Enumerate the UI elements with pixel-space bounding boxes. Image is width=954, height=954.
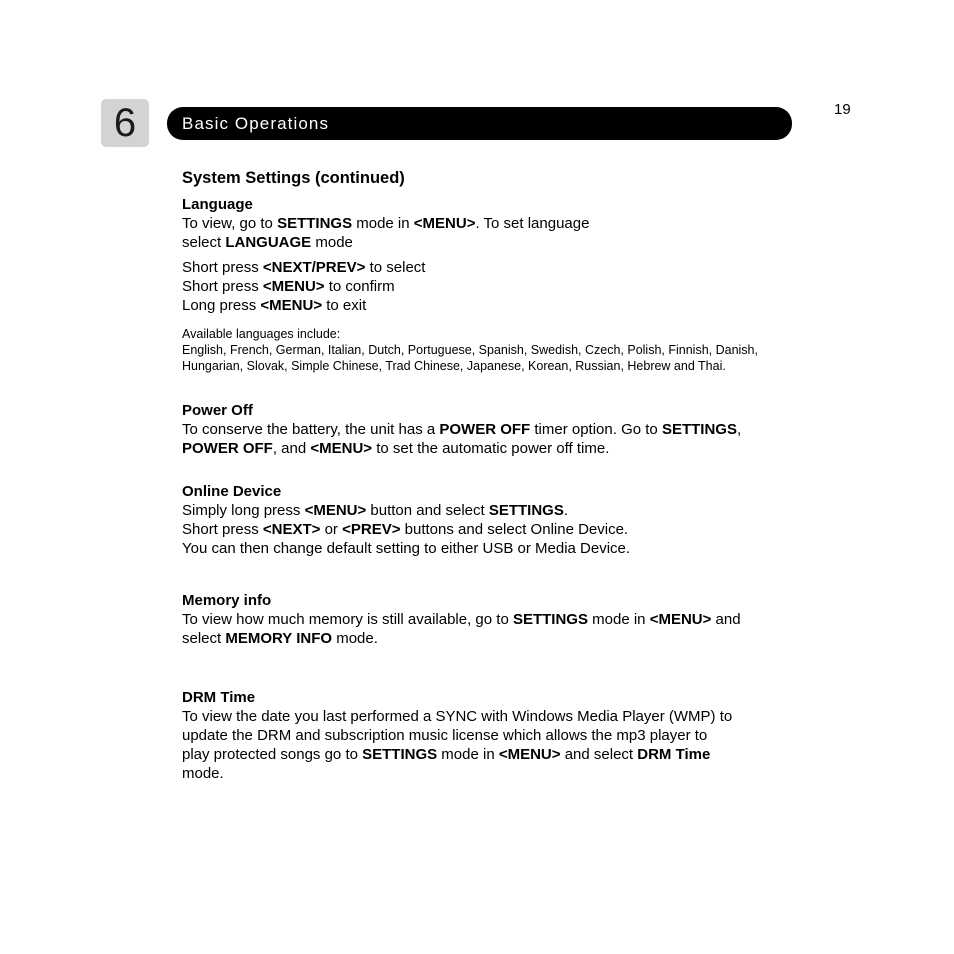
text: Short press (182, 521, 263, 538)
next-keyword: <NEXT> (262, 521, 321, 538)
online-device-line-1 (182, 501, 832, 520)
language-intro-line-2 (182, 233, 832, 252)
languages-list-line-2: Hungarian, Slovak, Simple Chinese, Trad Chinese, Japanese, Korean, Russian, Hebrew and Thai. (182, 359, 726, 373)
languages-list-line-1: English, French, German, Italian, Dutch, Portuguese, Spanish, Swedish, Czech, Polish, Finnish, Danish, (182, 343, 758, 357)
text: to confirm (324, 278, 395, 295)
text: mode in (587, 611, 650, 628)
settings-keyword: SETTINGS (362, 746, 438, 763)
text: , (736, 421, 742, 438)
online-device-heading: Online Device (182, 483, 282, 500)
settings-keyword: SETTINGS (661, 421, 737, 438)
menu-keyword: <MENU> (649, 611, 712, 628)
page-number: 19 (834, 101, 851, 118)
text: Simply long press (182, 502, 305, 519)
drm-time-line-3 (182, 745, 832, 764)
drm-time-line-2: update the DRM and subscription music license which allows the mp3 player to (182, 727, 708, 744)
memory-info-keyword: MEMORY INFO (225, 630, 333, 647)
text: or (320, 521, 343, 538)
online-device-line-2 (182, 520, 832, 539)
chapter-number-box (101, 99, 149, 147)
power-off-heading: Power Off (182, 402, 253, 419)
settings-keyword: SETTINGS (488, 502, 564, 519)
language-heading: Language (182, 196, 253, 213)
text: play protected songs go to (182, 746, 363, 763)
power-off-keyword: POWER OFF (182, 440, 273, 457)
next-prev-keyword: <NEXT/PREV> (262, 259, 366, 276)
menu-keyword: <MENU> (260, 297, 323, 314)
text: To view, go to (182, 215, 278, 232)
text: select (182, 234, 226, 251)
drm-time-line-4: mode. (182, 765, 224, 782)
settings-keyword: SETTINGS (277, 215, 353, 232)
power-off-keyword: POWER OFF (439, 421, 531, 438)
menu-keyword: <MENU> (304, 502, 367, 519)
section-header-bar (167, 107, 792, 140)
power-off-section (182, 402, 832, 458)
settings-keyword: SETTINGS (512, 611, 588, 628)
text: select (182, 630, 226, 647)
text: To conserve the battery, the unit has a (182, 421, 440, 438)
text: . (563, 502, 569, 519)
text: mode in (437, 746, 499, 763)
menu-keyword: <MENU> (262, 278, 325, 295)
memory-info-heading: Memory info (182, 592, 272, 609)
text: Long press (182, 297, 261, 314)
menu-keyword: <MENU> (413, 215, 476, 232)
language-intro-line-1 (182, 214, 832, 233)
memory-info-line-2 (182, 629, 832, 648)
memory-info-section (182, 592, 832, 648)
text: button and select (366, 502, 489, 519)
drm-time-keyword: DRM Time (637, 746, 711, 763)
drm-time-heading: DRM Time (182, 689, 256, 706)
prev-keyword: <PREV> (342, 521, 401, 538)
menu-keyword: <MENU> (310, 440, 373, 457)
available-languages-label: Available languages include: (182, 327, 341, 341)
online-device-line-3: You can then change default setting to either USB or Media Device. (182, 540, 631, 557)
page-content (182, 168, 832, 783)
text: timer option. Go to (530, 421, 662, 438)
text: to set the automatic power off time. (372, 440, 610, 457)
language-step-2 (182, 277, 832, 296)
power-off-line-1 (182, 420, 832, 439)
text: buttons and select Online Device. (400, 521, 629, 538)
text: mode (311, 234, 353, 251)
memory-info-line-1 (182, 610, 832, 629)
language-step-1 (182, 258, 832, 277)
power-off-line-2 (182, 439, 832, 458)
text: , and (272, 440, 311, 457)
drm-time-line-1: To view the date you last performed a SYNC with Windows Media Player (WMP) to (182, 708, 733, 725)
text: mode. (332, 630, 378, 647)
text: Short press (182, 259, 263, 276)
language-section (182, 196, 832, 374)
language-step-3 (182, 296, 832, 315)
section-title: Basic Operations (182, 113, 330, 133)
drm-time-section (182, 689, 832, 783)
text: and select (560, 746, 638, 763)
page-heading: System Settings (continued) (182, 169, 405, 187)
text: to exit (322, 297, 367, 314)
chapter-number: 6 (113, 101, 137, 145)
online-device-section (182, 483, 832, 558)
language-keyword: LANGUAGE (225, 234, 312, 251)
text: and (711, 611, 741, 628)
text: Short press (182, 278, 263, 295)
text: . To set language (475, 215, 590, 232)
text: to select (365, 259, 426, 276)
text: mode in (352, 215, 414, 232)
menu-keyword: <MENU> (498, 746, 561, 763)
text: To view how much memory is still available, go to (182, 611, 513, 628)
